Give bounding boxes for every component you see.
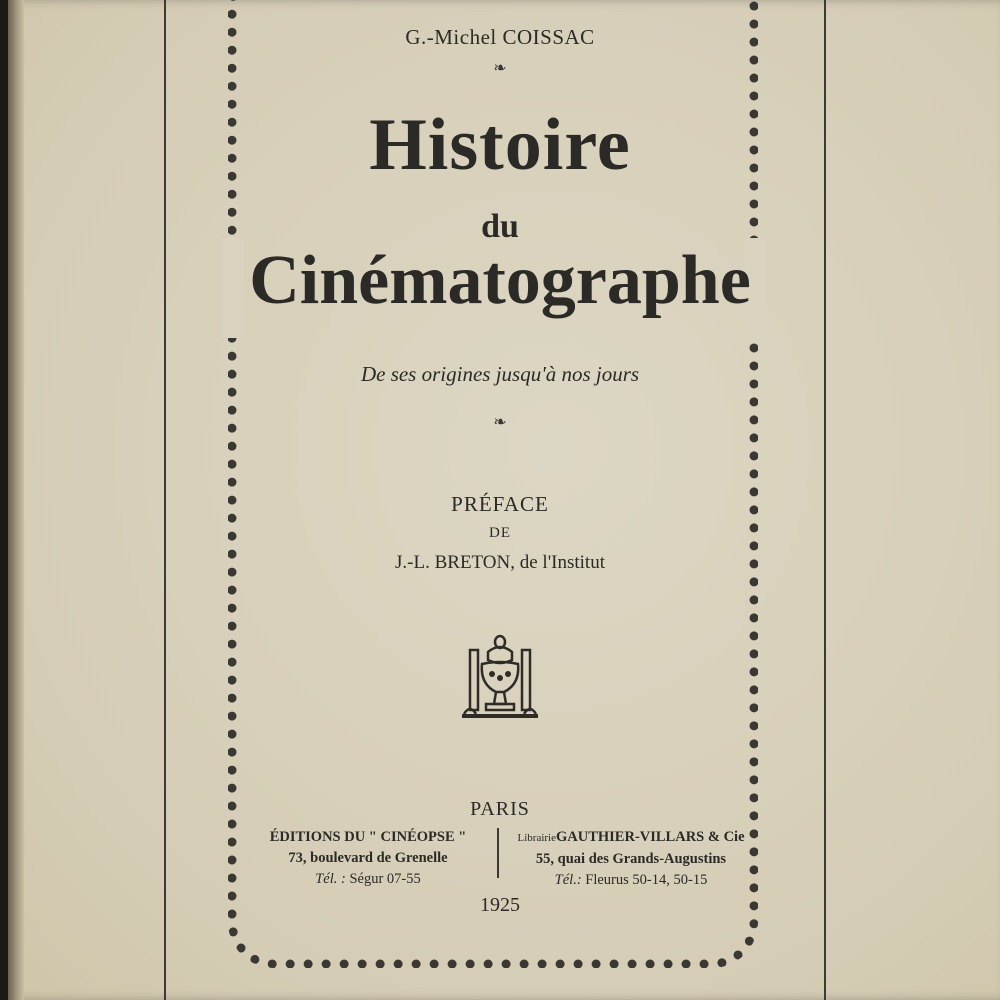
publisher-left-tel: Ségur 07-55 xyxy=(349,871,421,887)
ornament-icon: ❧ xyxy=(493,60,507,77)
publisher-right-tel: Fleurus 50-14, 50-15 xyxy=(585,872,708,888)
year: 1925 xyxy=(480,894,520,916)
preface-label: PRÉFACE xyxy=(451,492,549,516)
preface-author: J.-L. BRETON, de l'Institut xyxy=(395,552,605,573)
publisher-left-address: 73, boulevard de Grenelle xyxy=(288,850,448,866)
publisher-right xyxy=(508,827,754,891)
publisher-right-tel-label: Tél.: xyxy=(554,872,582,888)
urn-icon xyxy=(0,630,1000,729)
publisher-left-name: ÉDITIONS DU " CINÉOPSE " xyxy=(269,829,467,845)
publisher-divider xyxy=(497,828,499,878)
publisher-right-address: 55, quai des Grands-Augustins xyxy=(535,851,727,867)
publisher-left xyxy=(244,827,492,890)
publisher-left-tel-label: Tél. : xyxy=(315,871,346,887)
preface-de: DE xyxy=(489,525,511,541)
publisher-right-name: GAUTHIER-VILLARS & Cie xyxy=(555,829,745,845)
city: PARIS xyxy=(470,798,530,820)
subtitle: De ses origines jusqu'à nos jours xyxy=(360,362,640,386)
publisher-right-prefix: Librairie xyxy=(517,832,556,844)
author: G.-Michel COISSAC xyxy=(405,25,595,49)
title-cinematographe: Cinématographe xyxy=(249,242,751,319)
ornament-icon: ❧ xyxy=(493,414,507,431)
title-histoire: Histoire xyxy=(369,104,631,186)
title-du: du xyxy=(481,208,519,245)
